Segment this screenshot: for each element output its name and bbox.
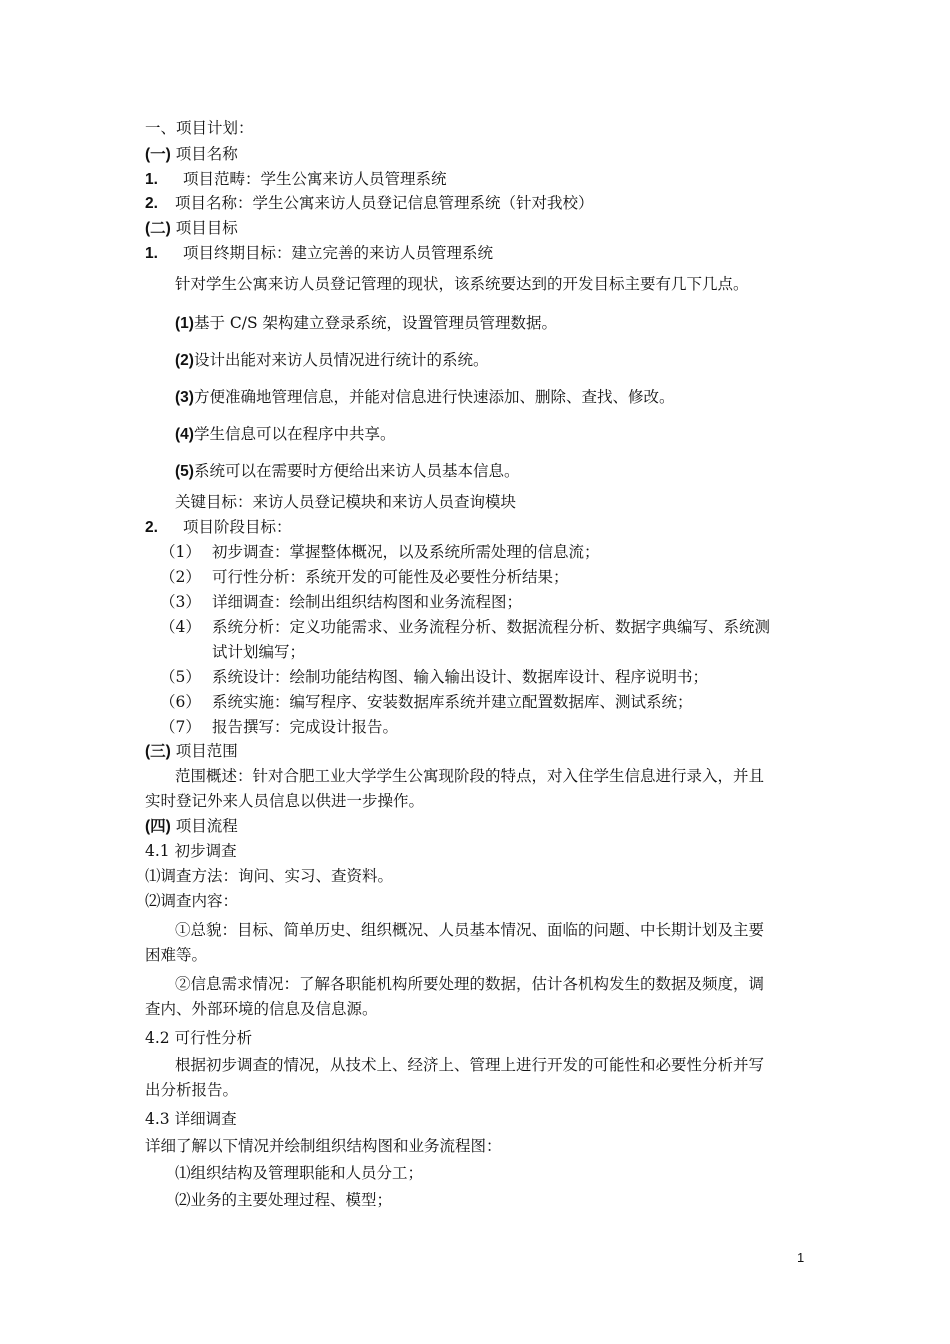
goal-text: 方便准确地管理信息，并能对信息进行快速添加、删除、查找、修改。 [193, 388, 675, 406]
paragraph: ②信息需求情况：了解各职能机构所要处理的数据，估计各机构发生的数据及频度，调 [175, 975, 765, 993]
subheading-project-name [145, 144, 238, 165]
stage-marker: （1） [160, 543, 201, 561]
subheading-project-goals [145, 218, 238, 239]
paragraph: ⑵调查内容： [145, 892, 239, 910]
paragraph-continuation: 困难等。 [145, 946, 208, 964]
subheading-marker: (四) [145, 818, 171, 835]
stage-text: 系统设计：绘制功能结构图、输入输出设计、数据库设计、程序说明书； [212, 668, 709, 686]
stage-item [160, 617, 770, 637]
paragraph-continuation: 出分析报告。 [145, 1081, 239, 1099]
list-text: 项目范畴：学生公寓来访人员管理系统 [183, 170, 447, 188]
stage-marker: （2） [160, 568, 201, 586]
section-heading: 4.3 详细调查 [145, 1110, 237, 1128]
paragraph: 针对学生公寓来访人员登记管理的现状，该系统要达到的开发目标主要有几下几点。 [175, 275, 749, 293]
goal-item [175, 461, 519, 482]
paragraph: ①总貌：目标、简单历史、组织概况、人员基本情况、面临的问题、中长期计划及主要 [175, 921, 765, 939]
goal-text: 设计出能对来访人员情况进行统计的系统。 [193, 351, 489, 369]
stage-marker: （5） [160, 668, 201, 686]
stage-text: 报告撰写：完成设计报告。 [212, 718, 399, 736]
page-number: 1 [797, 1250, 805, 1265]
list-text: 项目阶段目标： [183, 518, 292, 536]
goal-marker: (2) [175, 352, 194, 369]
list-item [145, 517, 292, 538]
section-heading-project-plan: 一、项目计划： [145, 119, 254, 137]
goal-marker: (5) [175, 463, 194, 480]
paragraph: 详细了解以下情况并绘制组织结构图和业务流程图： [145, 1137, 502, 1155]
stage-item [160, 567, 569, 587]
goal-marker: (4) [175, 426, 194, 443]
stage-item [160, 692, 693, 712]
paragraph-continuation: 实时登记外来人员信息以供进一步操作。 [145, 792, 425, 810]
paragraph: ⑴调查方法：询问、实习、查资料。 [145, 867, 394, 885]
list-number: 2. [145, 195, 158, 212]
goal-text: 系统可以在需要时方便给出来访人员基本信息。 [193, 462, 520, 480]
paragraph: 范围概述：针对合肥工业大学学生公寓现阶段的特点，对入住学生信息进行录入，并且 [175, 767, 765, 785]
stage-marker: （7） [160, 718, 201, 736]
goal-text: 基于 C/S 架构建立登录系统，设置管理员管理数据。 [193, 314, 558, 332]
list-number: 2. [145, 519, 158, 536]
subheading-project-scope [145, 741, 238, 762]
paragraph: 根据初步调查的情况，从技术上、经济上、管理上进行开发的可能性和必要性分析并写 [175, 1056, 765, 1074]
stage-text: 初步调查：掌握整体概况，以及系统所需处理的信息流； [212, 543, 600, 561]
goal-item [175, 424, 395, 445]
subheading-project-flow [145, 816, 238, 837]
stage-item-continuation: 试计划编写； [212, 643, 306, 661]
list-item [145, 169, 447, 190]
list-number: 1. [145, 171, 158, 188]
goal-item [175, 350, 488, 371]
stage-text: 系统分析：定义功能需求、业务流程分析、数据流程分析、数据字典编写、系统测 [212, 618, 771, 636]
subheading-text: 项目名称 [175, 145, 238, 163]
stage-marker: （6） [160, 693, 201, 711]
section-heading: 4.2 可行性分析 [145, 1029, 253, 1047]
paragraph: ⑵业务的主要处理过程、模型； [175, 1191, 393, 1209]
stage-item [160, 667, 708, 687]
goal-text: 学生信息可以在程序中共享。 [193, 425, 396, 443]
paragraph: 关键目标：来访人员登记模块和来访人员查询模块 [175, 493, 517, 511]
list-text: 项目名称：学生公寓来访人员登记信息管理系统（针对我校） [175, 194, 594, 212]
list-number: 1. [145, 245, 158, 262]
list-item [145, 193, 594, 214]
subheading-marker: (一) [145, 146, 171, 163]
stage-marker: （4） [160, 618, 201, 636]
stage-text: 详细调查：绘制出组织结构图和业务流程图； [212, 593, 523, 611]
stage-text: 系统实施：编写程序、安装数据库系统并建立配置数据库、测试系统； [212, 693, 693, 711]
subheading-text: 项目流程 [175, 817, 238, 835]
stage-item [160, 592, 522, 612]
goal-item [175, 387, 674, 408]
stage-marker: （3） [160, 593, 201, 611]
paragraph-continuation: 查内、外部环境的信息及信息源。 [145, 1000, 378, 1018]
subheading-text: 项目范围 [175, 742, 238, 760]
stage-item [160, 717, 398, 737]
paragraph: ⑴组织结构及管理职能和人员分工； [175, 1164, 424, 1182]
goal-marker: (1) [175, 315, 194, 332]
subheading-marker: (三) [145, 743, 171, 760]
subheading-text: 项目目标 [175, 219, 238, 237]
section-heading: 4.1 初步调查 [145, 842, 237, 860]
goal-marker: (3) [175, 389, 194, 406]
stage-item [160, 542, 600, 562]
list-text: 项目终期目标：建立完善的来访人员管理系统 [183, 244, 494, 262]
subheading-marker: (二) [145, 220, 171, 237]
goal-item [175, 313, 557, 334]
list-item [145, 243, 493, 264]
stage-text: 可行性分析：系统开发的可能性及必要性分析结果； [212, 568, 569, 586]
